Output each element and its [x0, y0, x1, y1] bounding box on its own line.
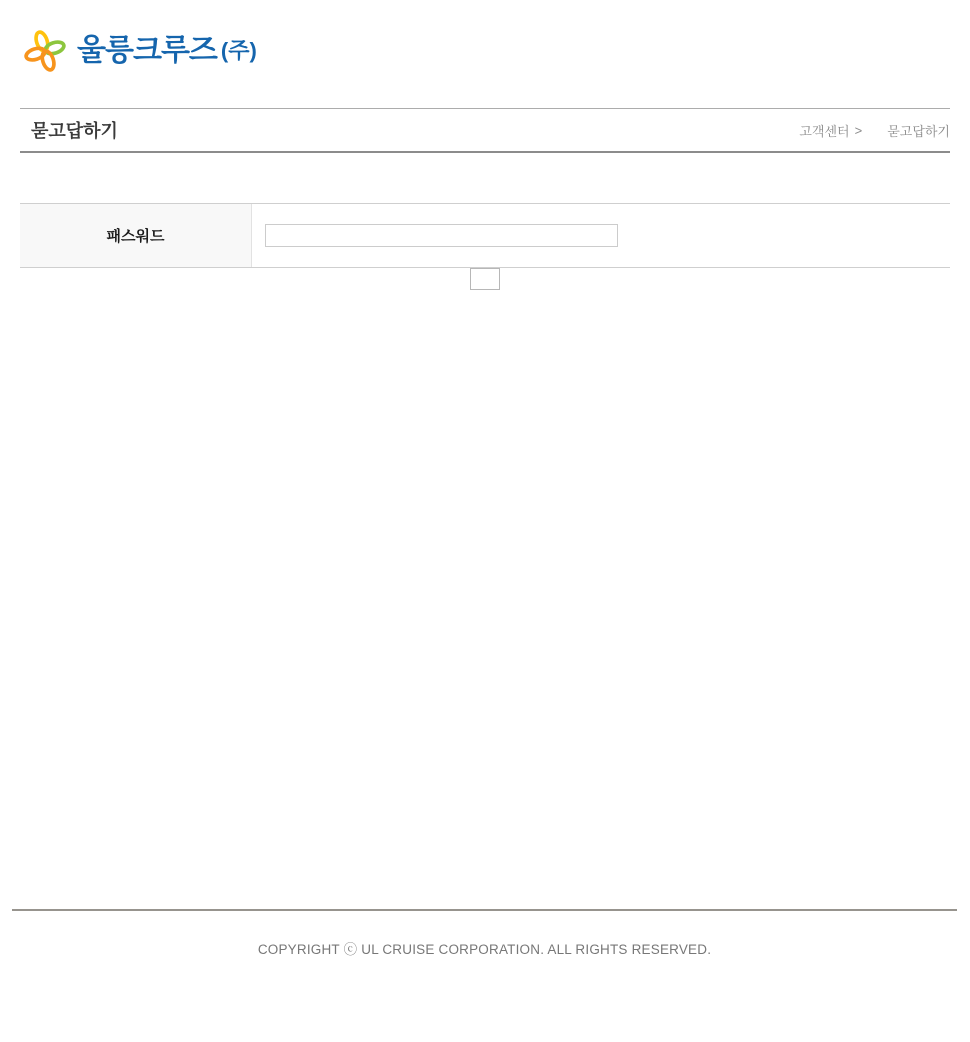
password-input-cell — [252, 204, 950, 267]
password-form-table — [20, 203, 950, 268]
breadcrumb-separator: > — [854, 122, 863, 138]
logo-link[interactable] — [24, 28, 257, 74]
site-header — [0, 0, 970, 108]
copyright-text: COPYRIGHT ⓒ UL CRUISE CORPORATION. ALL RIGHTS RESERVED. — [257, 942, 712, 957]
breadcrumb-customer-center[interactable]: 고객센터 — [799, 123, 850, 139]
logo-company-suffix: (주) — [220, 38, 257, 63]
password-label: 패스워드 — [20, 204, 252, 267]
confirm-button[interactable] — [470, 268, 500, 290]
password-input[interactable] — [265, 224, 618, 247]
logo-company-name: 울릉크루즈 — [77, 34, 217, 67]
flower-ribbon-icon — [24, 28, 66, 74]
breadcrumb — [799, 121, 950, 140]
footer — [12, 909, 957, 958]
content-gap — [0, 153, 970, 203]
submit-row — [0, 268, 970, 290]
breadcrumb-current-page[interactable]: 묻고답하기 — [887, 123, 950, 139]
page-title-bar — [20, 108, 950, 153]
page-title: 묻고답하기 — [31, 121, 118, 141]
